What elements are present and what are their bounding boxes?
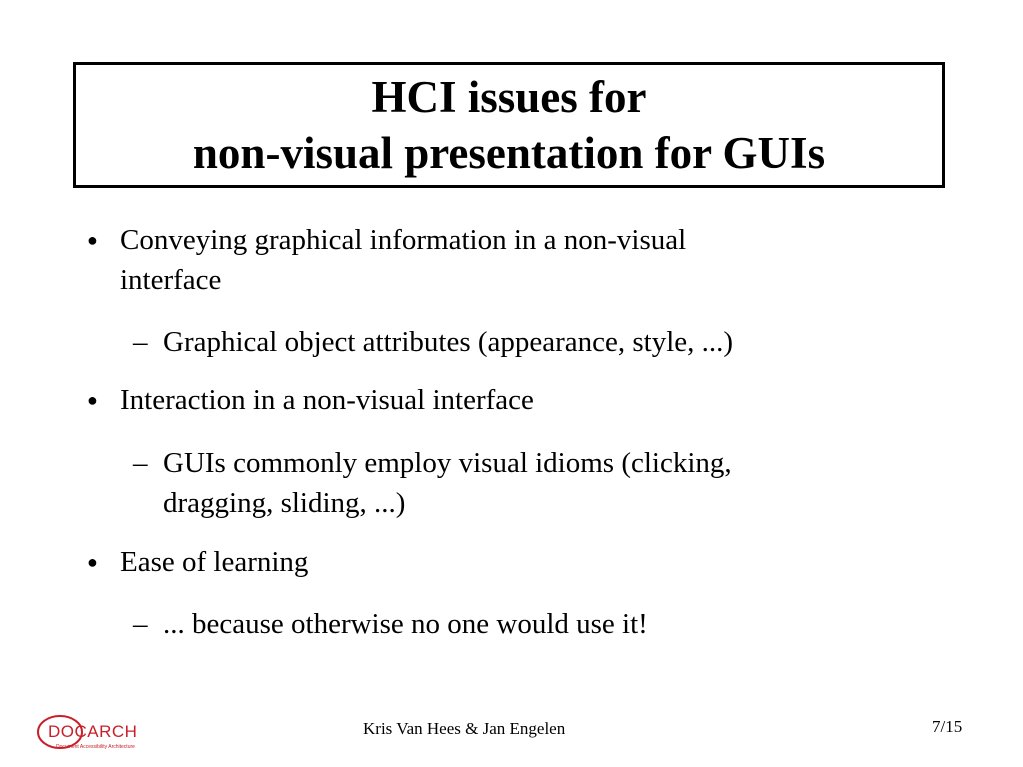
bullet-dot-icon: ● — [87, 230, 98, 250]
bullet-item — [87, 220, 687, 300]
sub-bullet-text-line: GUIs commonly employ visual idioms (clicking, — [163, 447, 732, 479]
slide-title-line-1: HCI issues for — [371, 72, 647, 122]
sub-bullet-item — [133, 322, 734, 362]
docarch-logo — [34, 710, 160, 754]
bullet-text-line: Conveying graphical information in a non-visual — [120, 224, 687, 256]
footer-authors: Kris Van Hees & Jan Engelen — [363, 719, 566, 738]
bullet-text-line: Interaction in a non-visual interface — [120, 384, 534, 416]
page-number: 7/15 — [932, 717, 963, 736]
bullet-item — [87, 542, 309, 582]
dash-icon: – — [133, 326, 148, 358]
sub-bullet-text-line: ... because otherwise no one would use it! — [163, 608, 648, 640]
bullet-text-line: Ease of learning — [120, 546, 309, 578]
bullet-item — [87, 380, 534, 420]
slide-title-box — [73, 62, 945, 188]
dash-icon: – — [133, 608, 148, 640]
logo-tagline: Document Accessibility Architecture — [56, 744, 135, 750]
sub-bullet-text-line: Graphical object attributes (appearance, style, ...) — [163, 326, 734, 358]
bullet-dot-icon: ● — [87, 552, 98, 572]
dash-icon: – — [133, 447, 148, 479]
bullet-dot-icon: ● — [87, 390, 98, 410]
bullet-text-line: interface — [120, 264, 222, 296]
logo-wordmark: DOCARCH — [48, 722, 138, 741]
sub-bullet-text-line: dragging, sliding, ...) — [163, 487, 406, 519]
sub-bullet-item — [133, 443, 732, 523]
sub-bullet-item — [133, 604, 648, 644]
slide-title-line-2: non-visual presentation for GUIs — [192, 128, 826, 178]
